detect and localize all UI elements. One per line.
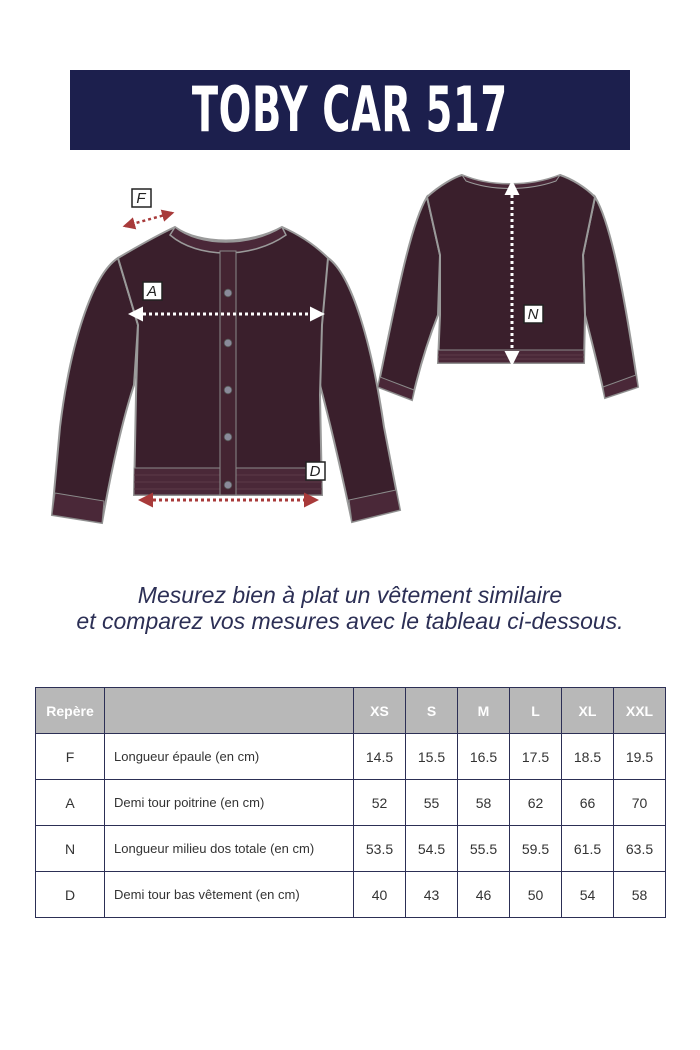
row-value: 59.5 — [510, 826, 562, 872]
row-value: 53.5 — [354, 826, 406, 872]
row-value: 54 — [562, 872, 614, 918]
row-value: 16.5 — [458, 734, 510, 780]
size-chart-table — [35, 687, 666, 918]
instructions-line-1: Mesurez bien à plat un vêtement similaire — [137, 582, 563, 608]
header-size: XS — [354, 688, 406, 734]
row-value: 15.5 — [406, 734, 458, 780]
row-value: 55 — [406, 780, 458, 826]
row-value: 70 — [614, 780, 666, 826]
row-marker: A — [36, 780, 105, 826]
garment-illustration — [0, 165, 700, 535]
row-value: 58 — [458, 780, 510, 826]
header-size: XXL — [614, 688, 666, 734]
instructions-line-2: et comparez vos mesures avec le tableau ci-dessous. — [76, 608, 624, 634]
row-description: Longueur milieu dos totale (en cm) — [105, 826, 354, 872]
page-title: TOBY CAR 517 — [192, 73, 508, 146]
marker-a-label: A — [146, 283, 158, 300]
row-value: 14.5 — [354, 734, 406, 780]
table-header-row — [36, 688, 666, 734]
header-size: M — [458, 688, 510, 734]
back-cardigan — [378, 175, 638, 400]
row-value: 46 — [458, 872, 510, 918]
back-right-sleeve — [583, 197, 638, 398]
row-value: 52 — [354, 780, 406, 826]
table-row — [36, 872, 666, 918]
row-marker: N — [36, 826, 105, 872]
header-description — [105, 688, 354, 734]
row-value: 58 — [614, 872, 666, 918]
row-value: 18.5 — [562, 734, 614, 780]
row-description: Demi tour bas vêtement (en cm) — [105, 872, 354, 918]
row-value: 55.5 — [458, 826, 510, 872]
back-left-sleeve — [378, 197, 440, 400]
measurement-instructions — [0, 582, 700, 634]
table-row — [36, 780, 666, 826]
row-value: 61.5 — [562, 826, 614, 872]
row-marker: F — [36, 734, 105, 780]
marker-f — [125, 189, 172, 226]
title-banner — [70, 70, 630, 150]
table-row — [36, 734, 666, 780]
marker-n-label: N — [527, 306, 539, 323]
row-value: 19.5 — [614, 734, 666, 780]
header-size: L — [510, 688, 562, 734]
marker-d-label: D — [309, 463, 321, 480]
row-value: 63.5 — [614, 826, 666, 872]
row-description: Longueur épaule (en cm) — [105, 734, 354, 780]
front-left-sleeve — [52, 258, 138, 523]
table-row — [36, 826, 666, 872]
row-value: 62 — [510, 780, 562, 826]
row-marker: D — [36, 872, 105, 918]
marker-f-label: F — [136, 190, 146, 207]
row-value: 17.5 — [510, 734, 562, 780]
row-value: 66 — [562, 780, 614, 826]
header-marker: Repère — [36, 688, 105, 734]
row-value: 50 — [510, 872, 562, 918]
row-value: 54.5 — [406, 826, 458, 872]
row-value: 40 — [354, 872, 406, 918]
front-cardigan — [52, 227, 400, 523]
row-value: 43 — [406, 872, 458, 918]
header-size: S — [406, 688, 458, 734]
header-size: XL — [562, 688, 614, 734]
row-description: Demi tour poitrine (en cm) — [105, 780, 354, 826]
